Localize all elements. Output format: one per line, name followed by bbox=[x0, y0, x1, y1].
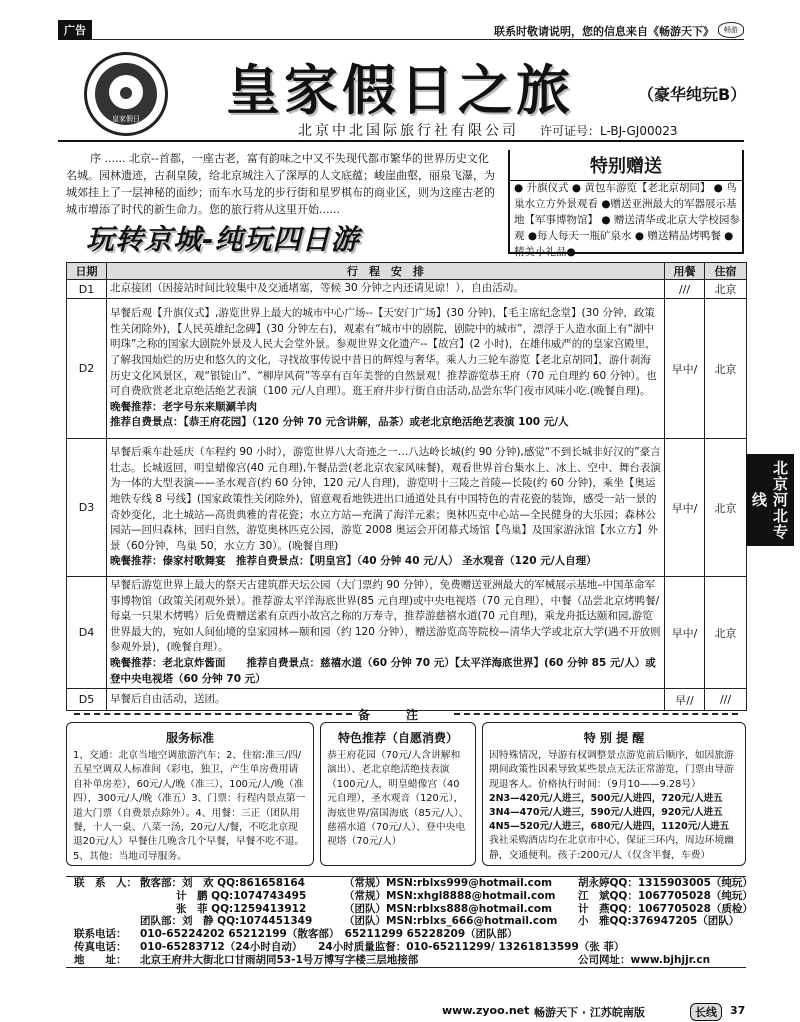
phone-row bbox=[66, 928, 746, 941]
desc-cell bbox=[107, 299, 665, 439]
recommend-body: 恭王府花园（70元/人含讲解和演出）、老北京绝活绝技表演（100元/人，明皇蜡像宫（40元自理），圣水观音（120元），海底世界/富国海底（85元/人）、慈禧水道（70元/人）、登中央电视塔（70元/人） bbox=[327, 750, 469, 848]
stay-cell: 北京 bbox=[705, 577, 747, 689]
desc-text: 早餐后观【升旗仪式】,游览世界上最大的城市中心广场--【天安门广场】(30 分钟)，【毛主席纪念堂】(30 分钟，政策性关闭除外)，【人民英雄纪念碑】(30 分钟左右)，观素有“城市中的剧院，剧院中的城市”，漂浮于人造水面上有“湖中明珠”之称的国家大剧院外景及人民大会堂外景。参观世界文化遗产--【故宫】(2 小时)，在雄伟威严的的皇家宫殿里，了解我国灿烂的历史和悠久的文化，寻找故事传说中昔日的辉煌与奢华。乘人力三轮车游览【老北京胡同】，游什刹海历史文化风景区，观“银锭山”、“柳岸风荷”等享有百年美誉的自然景观！推荐游览恭王府（70 元自理约 60 分钟）。也可自费欣赏老北京绝活绝艺表演（100 元/人自理）。逛王府井步行街自由活动,品尝东华门夜市风味小吃.(晚餐自理)。 bbox=[110, 307, 657, 398]
meal-cell: 早中/ bbox=[665, 299, 705, 439]
route-side-tab: 北京河北专线 bbox=[746, 454, 794, 546]
emblem-caption: 皇家假日 bbox=[112, 115, 140, 123]
dinner-recommendation: 晚餐推荐：傣家村歌舞宴 推荐自费景点：【明皇宫】（40 分钟 40 元/人） 圣水观音（120 元/人自理） bbox=[110, 555, 597, 568]
meal-cell: 早// bbox=[665, 689, 705, 711]
price-line: 3N4—470元/人进三，590元/人进四，920元/人进五 bbox=[489, 807, 723, 819]
price-line: 4N5—520元/人进三，680元/人进四，1120元/人进五 bbox=[489, 821, 730, 833]
table-row-d3 bbox=[67, 439, 747, 577]
header-meal: 用餐 bbox=[665, 263, 705, 280]
desc-text: 早餐后游览世界上最大的祭天古建筑群天坛公园（大门票约 90 分钟），免费赠送亚洲最大的军械展示基地–中国革命军事博物馆（政策关闭观外景）。推荐游太平洋海底世界(85 元自理)或中央电视塔（70 元自理），中餐（品尝北京烤鸭餐/每桌一只果木烤鸭）后免费赠送素有京西小故宫之称的万寿寺，推荐游慈禧水道(70 元自理)，乘龙舟抵达颐和园,游览世界最大的，宛如人间仙境的皇家园林—颐和园（约 120 分钟），赠送游览高等院校—清华大学或北京大学(遇不开放则参观外景)，(晚餐自理）。 bbox=[110, 579, 661, 654]
fax-value: 010-65283712（24小时自动） 24小时质量监督：010-65211299/ 13261813599（张 菲） bbox=[140, 940, 625, 953]
ad-tag: 广告 bbox=[58, 20, 92, 40]
header-stay: 住宿 bbox=[705, 263, 747, 280]
price-line: 2N3—420元/人进三，500元/人进四，720元/人进五 bbox=[489, 793, 723, 805]
contact-row: 团队部：刘 静 QQ:1074451349 （团队）MSN:rblxs_666@hotmail.com 小 雅QQ:376947205（团队） bbox=[140, 915, 740, 928]
magazine-logo-icon: 畅游 bbox=[718, 22, 744, 38]
meal-cell: 早中/ bbox=[665, 577, 705, 689]
stay-cell: 北京 bbox=[705, 439, 747, 577]
day-cell: D5 bbox=[67, 689, 107, 711]
desc-cell: 早餐后自由活动，送团。 bbox=[107, 689, 665, 711]
address-value: 北京王府井大街北口甘雨胡同53-1号万博写字楼三层地接部 bbox=[140, 953, 419, 966]
stay-cell: /// bbox=[705, 689, 747, 711]
desc-cell bbox=[107, 439, 665, 577]
page-number: 37 bbox=[730, 1004, 746, 1017]
phone-value: 010-65224202 65212199（散客部） 65211299 65228209（团队部） bbox=[140, 928, 518, 941]
reminder-title: 特 别 提 醒 bbox=[583, 731, 645, 745]
desc-text: 早餐后乘车赴延庆（车程约 90 小时），游览世界八大奇迹之一…八达岭长城(约 90 分钟),感觉“不到长城非好汉的”豪言壮志。长城返回，明皇蜡像宫(40 元自理),午餐品尝(老北京农家风味餐)，观看世界首台集水上、冰上、空中、舞台表演为一体的大型表演——圣水观音(约 60 分钟，120 元/人自理)，游览明十三陵之首陵—长陵(约 60 分钟)，乘坐【奥运地铁专线 8 号线】(国家政策性关闭除外)，留意观看地铁进出口通道处具有中国特色的青花瓷的装饰，感受一站一景的奇妙变化，北土城站—高贵典雅的青花瓷；水立方站—充满了海洋元素；奥林匹克中心站—全民健身的大乐园；森林公园站—回归森林，回归自然，游览奥林匹克公园，游览 2008 奥运会开闭幕式场馆【鸟巢】及国家游泳馆【水立方】外景（60分钟，鸟巢 50，水立方 30）。(晚餐自理) bbox=[110, 446, 661, 552]
itinerary-table bbox=[66, 262, 747, 711]
gift-box bbox=[508, 150, 744, 258]
desc-cell: 北京接团（因接站时间比较集中及交通堵塞，等候 30 分钟之内还请见谅！），自由活动。 bbox=[107, 280, 665, 299]
header bbox=[58, 44, 747, 144]
address-label: 地 址： bbox=[74, 953, 127, 966]
day-cell: D1 bbox=[67, 280, 107, 299]
day-cell: D4 bbox=[67, 577, 107, 689]
dinner-recommendation: 晚餐推荐：老字号东来顺涮羊肉 bbox=[110, 400, 257, 413]
fax-label: 传真电话： bbox=[74, 940, 127, 953]
contact-row: 张 菲 QQ:1259413912 （团队）MSN:rblxs888@hotmail.com 计 燕QQ：1067705028（质检） bbox=[176, 902, 753, 915]
meal-cell: /// bbox=[665, 280, 705, 299]
page-title: 皇家假日之旅 bbox=[226, 59, 574, 122]
page-subtitle: （豪华纯玩B） bbox=[638, 85, 747, 104]
footer-brand: 畅游天下 · 江苏皖南版 bbox=[534, 1006, 645, 1019]
header-divider bbox=[58, 140, 744, 142]
top-note: 联系时敬请说明，您的信息来自《畅游天下》 bbox=[494, 25, 714, 38]
phone-label: 联系电话： bbox=[74, 928, 127, 941]
website-link[interactable]: 公司网址：www.bjhjjr.cn bbox=[578, 953, 711, 966]
recommend-box bbox=[320, 722, 476, 866]
footer-url[interactable]: www.zyoo.net bbox=[442, 1004, 530, 1017]
day-cell: D2 bbox=[67, 299, 107, 439]
gift-title: 特别赠送 bbox=[510, 150, 742, 181]
day-cell: D3 bbox=[67, 439, 107, 577]
contacts-section bbox=[66, 876, 753, 968]
footer bbox=[58, 1002, 744, 1020]
recommend-title: 特色推荐（自愿消费） bbox=[337, 731, 458, 745]
desc-cell bbox=[107, 577, 665, 689]
header-day: 日期 bbox=[67, 263, 107, 280]
table-row-d1 bbox=[67, 280, 747, 299]
optional-recommendation: 推荐自费景点：【恭王府花园】（120 分钟 70 元含讲解，品茶）或老北京绝活绝艺表演 100 元/人 bbox=[110, 416, 569, 429]
service-body: 1、交通：北京当地空调旅游汽车；2、住宿:准三/四/五星空调双人标准间（彩电，独卫，产生单房费用请自补单房差），60元/人/晚（准三），100元/人/晚（准四），300元/人/晚（准五）3、门票：行程内景点第一道大门票（自费景点除外）。4、用餐：三正（团队用餐，十人一桌、八菜一汤，20元/人/餐，不吃北京现退20元/人）早餐住几晚含几个早餐，早餐不吃不退。5、其他：当地司导服务。 bbox=[73, 750, 306, 862]
header-plan: 行 程 安 排 bbox=[107, 263, 665, 280]
company-emblem-icon bbox=[84, 52, 168, 136]
license-number: 许可证号：L-BJ-GJ00023 bbox=[540, 124, 678, 138]
notes-label: 备 注 bbox=[358, 708, 419, 722]
top-bar bbox=[58, 20, 744, 40]
agency-name: 北京中北国际旅行社有限公司 bbox=[298, 123, 519, 139]
address-row bbox=[66, 954, 746, 967]
contact-row: 计 鹏 QQ:1074743495 （常规）MSN:xhgl8888@hotmail.com 江 斌QQ：1067705028（纯玩） bbox=[176, 889, 753, 902]
reminder-box bbox=[482, 722, 746, 866]
footer-tag: 长线 bbox=[690, 1003, 722, 1021]
meal-cell: 早中/ bbox=[665, 439, 705, 577]
stay-cell: 北京 bbox=[705, 299, 747, 439]
service-standard-box bbox=[66, 722, 314, 866]
contact-label: 联 系 人： bbox=[74, 877, 137, 889]
table-row-d4 bbox=[67, 577, 747, 689]
dinner-recommendation: 晚餐推荐：老北京炸酱面 推荐自费景点：慈禧水道（60 分钟 70 元）【太平洋海底世界】(60 分钟 85 元/人）或登中央电视塔（60 分钟 70 元） bbox=[110, 656, 656, 685]
gift-body: ● 升旗仪式 ● 黄包车游览【老北京胡同】 ● 鸟巢水立方外景观看 ●赠送亚洲最大的军器展示基地【军事博物馆】 ● 赠送清华或北京大学校园参观 ●每人每天一瓶矿泉水 ● 赠送精品烤鸭餐 ●精美小礼品● bbox=[514, 182, 740, 258]
reminder-body: 因特殊情况，导游有权调整景点游览前后顺序，如因旅游期间政策性因素导致某些景点无法正常游览，门票由导游现退客人。价格执行时间：（9月10——9.28号） bbox=[489, 750, 734, 790]
notes-divider bbox=[66, 706, 746, 722]
contact-row: 联 系 人： 散客部：刘 欢 QQ:861658164 （常规）MSN:rblxs999@hotmail.com 胡永婷QQ：1315903005（纯玩） bbox=[74, 877, 753, 889]
intro-text: 序 ...... 北京--首都，一座古老，富有韵味之中又不失现代都市繁华的世界历史文化名城。园林遗迹，古刹皇陵，给北京城注入了深厚的人文底蕴；峻崖曲壑，丽泉飞瀑，为城郊挂上了一层神秘的面纱；而车水马龙的步行街和星罗棋布的商业区，则为这座古老的城市增添了时代的新生命力。您的旅行将从这里开始...... bbox=[66, 152, 495, 216]
reminder-tail: 我社采购酒店均在北京市中心，保证三环内，周边环境幽静，交通便利。孩子:200元/人（仅含半餐，车费） bbox=[489, 835, 734, 861]
table-header-row bbox=[67, 263, 747, 280]
table-row-d2 bbox=[67, 299, 747, 439]
tour-slogan: 玩转京城-纯玩四日游 bbox=[86, 223, 360, 256]
fax-row bbox=[66, 941, 746, 954]
stay-cell: 北京 bbox=[705, 280, 747, 299]
service-title: 服务标准 bbox=[165, 731, 214, 745]
